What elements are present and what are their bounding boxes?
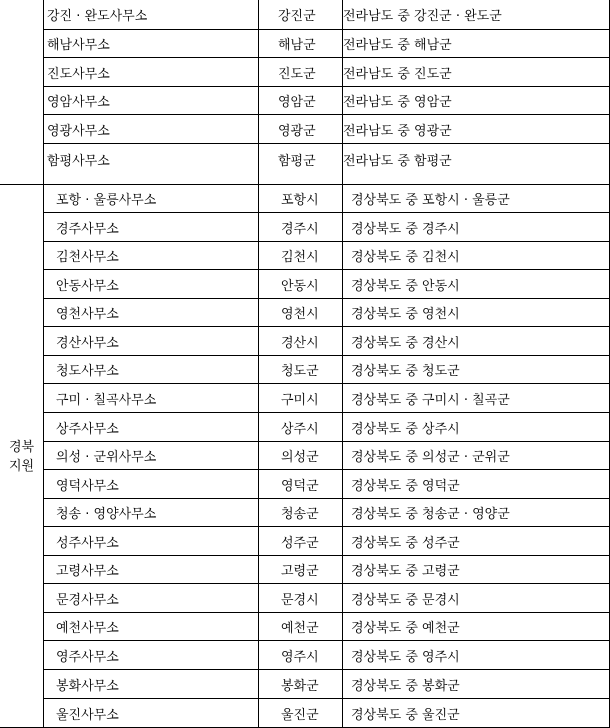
office-cell: 문경사무소: [44, 584, 259, 612]
seat-cell: 영암군: [259, 87, 343, 114]
office-cell: 고령사무소: [44, 556, 259, 583]
seat-cell: 경주시: [259, 213, 343, 241]
table-row: [44, 641, 610, 670]
seat-cell: 영덕군: [259, 470, 343, 498]
area-cell: 경상북도 중 성주군: [351, 535, 460, 551]
table-row: [44, 442, 610, 470]
office-cell: 예천사무소: [44, 613, 259, 640]
table-row: [44, 670, 610, 699]
area-cell: 경상북도 중 청송군 · 영양군: [351, 507, 510, 522]
group-label-cell: [0, 185, 44, 728]
table-row: [44, 413, 610, 442]
seat-cell: 진도군: [259, 58, 343, 86]
table-row: [44, 699, 610, 728]
table-row: [44, 213, 610, 242]
seat-cell: 청송군: [259, 499, 343, 526]
table-row: [44, 299, 610, 327]
office-cell: 경산사무소: [44, 327, 259, 355]
office-cell: 안동사무소: [44, 270, 259, 298]
seat-cell: 영주시: [259, 641, 343, 669]
table-row: [44, 30, 610, 58]
seat-cell: 안동시: [259, 270, 343, 298]
seat-cell: 의성군: [259, 442, 343, 469]
office-cell: 청도사무소: [44, 356, 259, 383]
table-group: [0, 185, 610, 728]
area-cell: 경상북도 중 구미시 · 칠곡군: [351, 392, 510, 408]
seat-cell: 예천군: [259, 613, 343, 640]
office-cell: 영광사무소: [44, 115, 259, 143]
area-cell: 경상북도 중 경산시: [351, 335, 460, 351]
office-cell: 구미 · 칠곡사무소: [44, 384, 259, 412]
table-row: [44, 242, 610, 270]
office-cell: 영덕사무소: [44, 470, 259, 498]
table-row: [44, 384, 610, 413]
table-row: [44, 613, 610, 641]
area-cell: 경상북도 중 문경시: [351, 592, 460, 608]
area-cell: 경상북도 중 의성군 · 군위군: [351, 450, 510, 465]
area-cell: 경상북도 중 예천군: [351, 621, 460, 636]
table-row: [44, 327, 610, 356]
seat-cell: 포항시: [259, 185, 343, 212]
table-row: [44, 87, 610, 115]
seat-cell: 영광군: [259, 115, 343, 143]
table-row: [44, 470, 610, 499]
office-cell: 울진사무소: [44, 699, 259, 728]
seat-cell: 영천시: [259, 299, 343, 326]
table-group: [0, 0, 610, 185]
area-cell: 전라남도 중 영광군: [343, 123, 452, 139]
office-cell: 봉화사무소: [44, 670, 259, 698]
table-row: [44, 144, 610, 185]
table-row: [44, 527, 610, 556]
table-row: [44, 115, 610, 144]
seat-cell: 김천시: [259, 242, 343, 269]
group-label: 경북 지원: [8, 439, 35, 474]
area-cell: 경상북도 중 청도군: [351, 364, 460, 379]
area-cell: 경상북도 중 상주시: [351, 421, 460, 437]
seat-cell: 구미시: [259, 384, 343, 412]
office-cell: 김천사무소: [44, 242, 259, 269]
office-cell: 진도사무소: [44, 58, 259, 86]
seat-cell: 문경시: [259, 584, 343, 612]
area-cell: 전라남도 중 강진군 · 완도군: [343, 9, 502, 24]
area-cell: 경상북도 중 영천시: [351, 307, 460, 322]
office-cell: 의성 · 군위사무소: [44, 442, 259, 469]
seat-cell: 고령군: [259, 556, 343, 583]
table-row: [44, 58, 610, 87]
seat-cell: 울진군: [259, 699, 343, 728]
table-row: [44, 0, 610, 30]
office-cell: 청송 · 영양사무소: [44, 499, 259, 526]
seat-cell: 성주군: [259, 527, 343, 555]
group-label-cell: [0, 0, 44, 185]
area-cell: 전라남도 중 함평군: [343, 154, 452, 169]
seat-cell: 경산시: [259, 327, 343, 355]
office-cell: 성주사무소: [44, 527, 259, 555]
office-cell: 포항 · 울릉사무소: [44, 185, 259, 212]
area-cell: 전라남도 중 영암군: [343, 95, 452, 110]
table-row: [44, 356, 610, 384]
office-cell: 영천사무소: [44, 299, 259, 326]
office-cell: 강진 · 완도사무소: [44, 0, 259, 29]
table-row: [44, 270, 610, 299]
office-cell: 해남사무소: [44, 30, 259, 57]
area-cell: 경상북도 중 영주시: [351, 649, 460, 665]
area-cell: 경상북도 중 김천시: [351, 250, 460, 265]
table-row: [44, 584, 610, 613]
table-row: [44, 556, 610, 584]
area-cell: 경상북도 중 경주시: [351, 221, 460, 237]
seat-cell: 함평군: [259, 144, 343, 185]
table-row: [44, 185, 610, 213]
office-cell: 영암사무소: [44, 87, 259, 114]
area-cell: 경상북도 중 울진군: [351, 708, 460, 723]
area-cell: 전라남도 중 진도군: [343, 66, 452, 82]
office-cell: 함평사무소: [44, 144, 259, 185]
seat-cell: 상주시: [259, 413, 343, 441]
table-row: [44, 499, 610, 527]
office-cell: 경주사무소: [44, 213, 259, 241]
seat-cell: 청도군: [259, 356, 343, 383]
area-cell: 경상북도 중 포항시 · 울릉군: [351, 193, 510, 208]
seat-cell: 봉화군: [259, 670, 343, 698]
area-cell: 경상북도 중 봉화군: [351, 678, 460, 694]
area-cell: 경상북도 중 영덕군: [351, 478, 460, 494]
seat-cell: 강진군: [259, 0, 343, 29]
office-cell: 영주사무소: [44, 641, 259, 669]
area-cell: 전라남도 중 해남군: [343, 38, 452, 53]
area-cell: 경상북도 중 고령군: [351, 564, 460, 579]
office-cell: 상주사무소: [44, 413, 259, 441]
area-cell: 경상북도 중 안동시: [351, 278, 460, 294]
seat-cell: 해남군: [259, 30, 343, 57]
